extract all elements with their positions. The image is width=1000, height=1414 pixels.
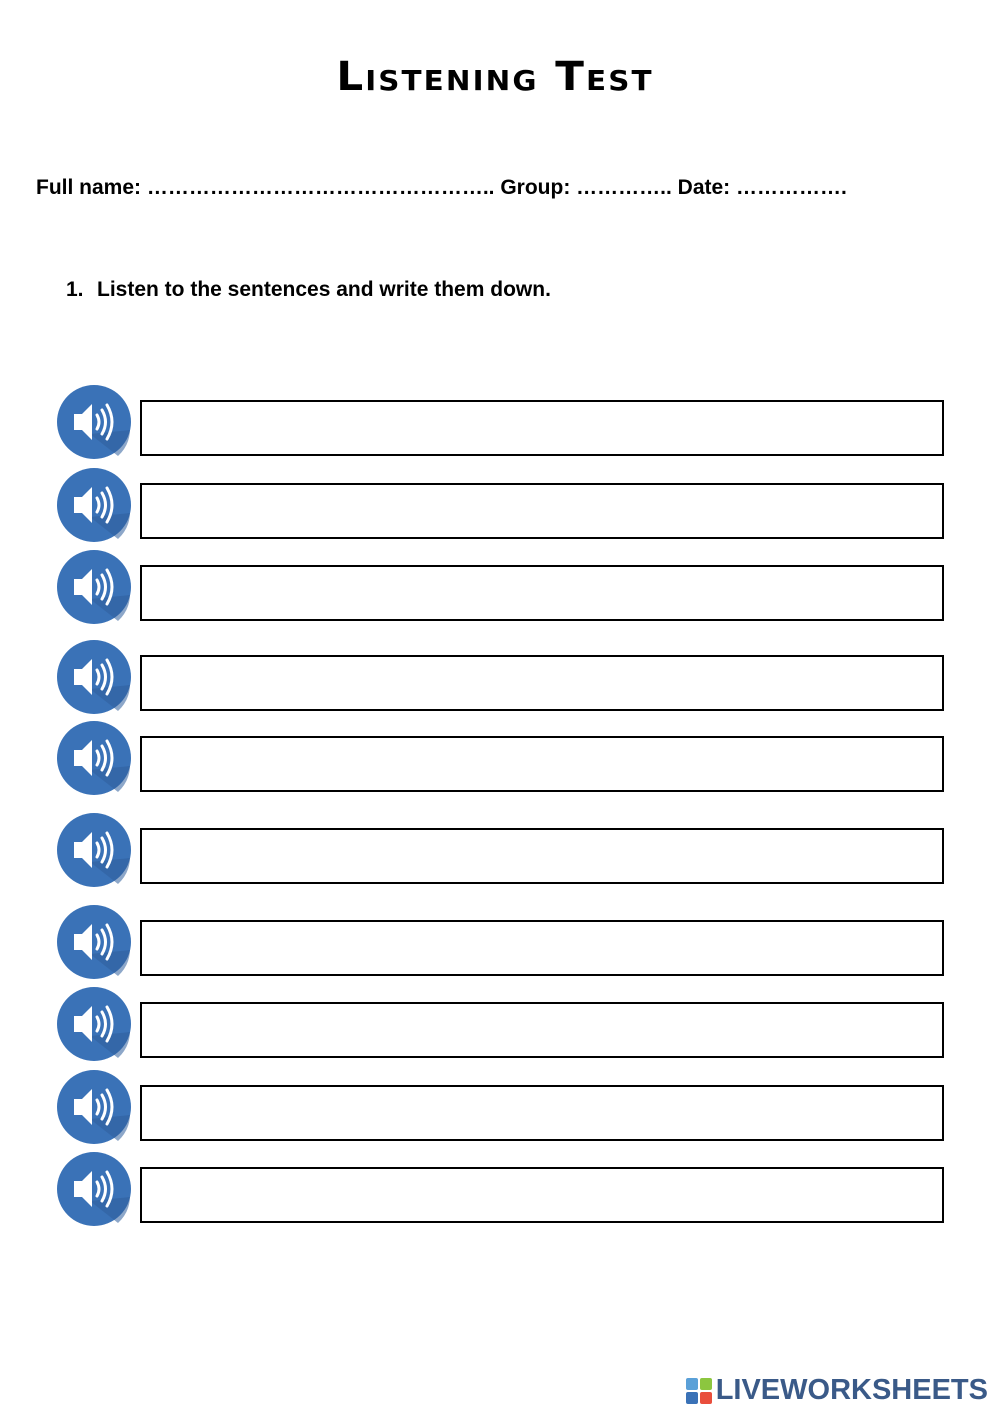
answer-row — [0, 720, 1000, 798]
answer-input[interactable] — [140, 1002, 944, 1058]
answer-input[interactable] — [140, 400, 944, 456]
speaker-audio-icon[interactable] — [56, 986, 132, 1062]
answer-input[interactable] — [140, 655, 944, 711]
answer-row — [0, 986, 1000, 1064]
speaker-audio-icon[interactable] — [56, 549, 132, 625]
worksheet-title: Listening Test — [336, 54, 654, 100]
liveworksheets-mark-icon — [686, 1378, 712, 1404]
answer-input[interactable] — [140, 736, 944, 792]
instruction — [66, 278, 551, 302]
answer-row — [0, 639, 1000, 717]
speaker-audio-icon[interactable] — [56, 639, 132, 715]
speaker-audio-icon[interactable] — [56, 812, 132, 888]
speaker-audio-icon[interactable] — [56, 904, 132, 980]
answer-row — [0, 384, 1000, 462]
footer-brand: LIVEWORKSHEETS — [715, 1374, 988, 1406]
answer-input[interactable] — [140, 920, 944, 976]
answer-input[interactable] — [140, 1167, 944, 1223]
answer-input[interactable] — [140, 565, 944, 621]
instruction-number: 1. — [66, 278, 84, 301]
answer-input[interactable] — [140, 483, 944, 539]
speaker-audio-icon[interactable] — [56, 467, 132, 543]
answer-row — [0, 1069, 1000, 1147]
answer-input[interactable] — [140, 1085, 944, 1141]
footer-logo — [686, 1374, 988, 1407]
answer-row — [0, 467, 1000, 545]
speaker-audio-icon[interactable] — [56, 720, 132, 796]
instruction-text: Listen to the sentences and write them down. — [97, 278, 551, 301]
answer-row — [0, 904, 1000, 982]
answer-row — [0, 1151, 1000, 1229]
speaker-audio-icon[interactable] — [56, 1069, 132, 1145]
student-info-line: Full name: ………………………………………….. Group: ………….. Date: ……………. — [36, 176, 847, 199]
answer-row — [0, 549, 1000, 627]
speaker-audio-icon[interactable] — [56, 1151, 132, 1227]
answer-row — [0, 812, 1000, 890]
speaker-audio-icon[interactable] — [56, 384, 132, 460]
answer-input[interactable] — [140, 828, 944, 884]
